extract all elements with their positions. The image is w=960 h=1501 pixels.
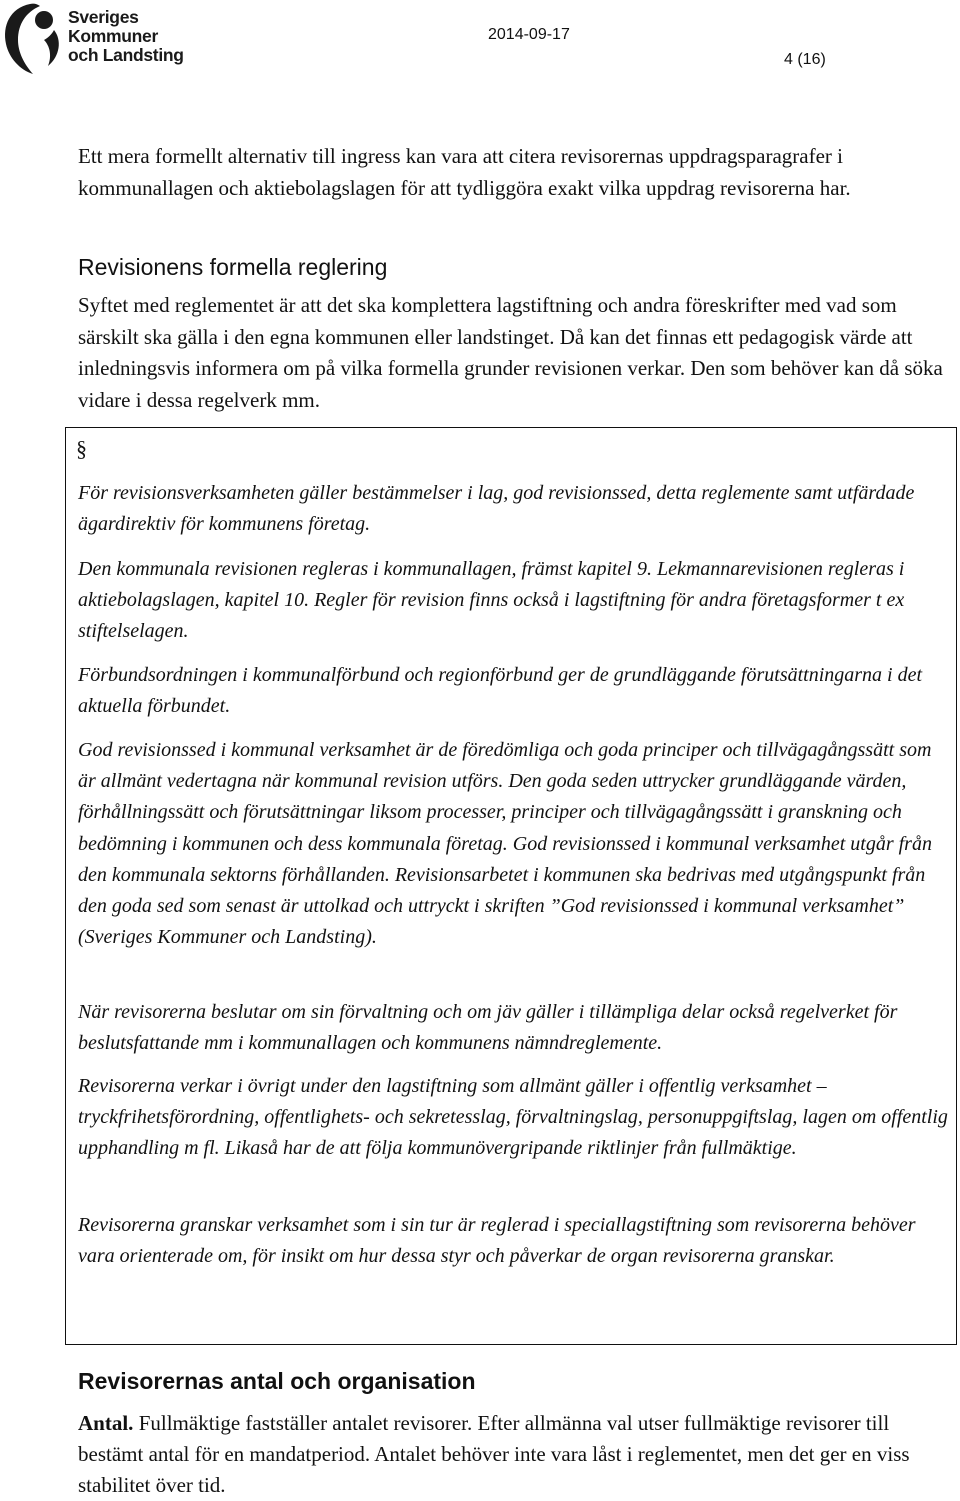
body-text: Fullmäktige fastställer antalet revisorer. Efter allmänna val utser fullmäktige revisorer till bestämt antal för en mandatperiod. Antalet behöver inte vara låst i reglementet, men det ger en viss stabilitet över tid. [78,1411,910,1497]
skl-logo-icon [0,0,66,76]
box-paragraph: Revisorerna verkar i övrigt under den lagstiftning som allmänt gäller i offentlig verksamhet – tryckfrihetsförordning, offentlighets- och sekretesslag, förvaltningslag, personuppgiftslag, lagen om offentlig upphandling m fl. Likaså har de att följa kommunövergripande riktlinjer från fullmäktige. [78,1075,948,1160]
box-paragraph: Förbundsordningen i kommunalförbund och regionförbund ger de grundläggande förutsättningarna i det aktuella förbundet. [78,664,923,718]
logo-line-2: Kommuner [68,26,158,46]
section-heading-formal-regulation: Revisionens formella reglering [78,254,388,280]
box-paragraph: När revisorerna beslutar om sin förvaltning och om jäv gäller i tillämpliga delar också regelverket för beslutsfattande mm i kommunallagen och kommunens nämndreglemente. [78,1001,898,1055]
section-sign-icon: § [76,436,87,461]
organization-logo [0,0,190,76]
logo-line-3: och Landsting [68,45,184,65]
logo-line-1: Sveriges [68,7,139,27]
section-heading-auditor-count: Revisorernas antal och organisation [78,1368,476,1394]
box-paragraph: Den kommunala revisionen regleras i kommunallagen, främst kapitel 9. Lekmannarevisionen regleras i aktiebolagslagen, kapitel 10. Regler för revision finns också i lagstiftning för andra företagsformer t ex stiftelselagen. [78,558,905,643]
page-number: 4 (16) [784,51,826,68]
box-paragraph: Revisorerna granskar verksamhet som i sin tur är reglerad i speciallagstiftning som revisorerna behöver vara orienterade om, för insikt om hur dessa styr och påverkar de organ revisorerna granskar. [78,1214,916,1268]
run-in-heading: Antal. [78,1411,134,1435]
document-date: 2014-09-17 [488,26,570,43]
box-paragraph: För revisionsverksamheten gäller bestämmelser i lag, god revisionssed, detta reglemente samt utfärdade ägardirektiv för kommunens företag. [78,482,915,536]
section-body-auditor-count [78,1408,958,1501]
intro-paragraph: Ett mera formellt alternativ till ingress kan vara att citera revisorernas uppdragsparagrafer i kommunallagen och aktiebolagslagen för att tydliggöra exakt vilka uppdrag revisorerna har. [78,144,851,200]
logo-wordmark [68,8,184,65]
example-text-box [65,427,957,1345]
box-paragraph: God revisionssed i kommunal verksamhet är de föredömliga och goda principer och tillvägagångssätt som är allmänt vedertagna när kommunal revision utförs. Den goda seden uttrycker grundläggande värden, förhållningssätt och förutsättningar liksom processer, principer och tillvägagångssätt i granskning och bedömning i kommunen och dess kommunala företag. God revisionssed i kommunal verksamhet utgår från den kommunala sektorns förhållanden. Revisionsarbetet i kommunen ska bedrivas med utgångspunkt från den goda sed som senast är uttolkad och uttryckt i skriften ”God revisionssed i kommunal verksamhet” (Sveriges Kommuner och Landsting). [78,739,932,949]
section-body-formal-regulation: Syftet med reglementet är att det ska komplettera lagstiftning och andra föreskrifter med vad som särskilt ska gälla i den egna kommunen eller landstinget. Då kan det finnas ett pedagogisk värde att inledningsvis informera om på vilka formella grunder revisionen verkar. Den som behöver kan då söka vidare i dessa regelverk mm. [78,293,943,412]
